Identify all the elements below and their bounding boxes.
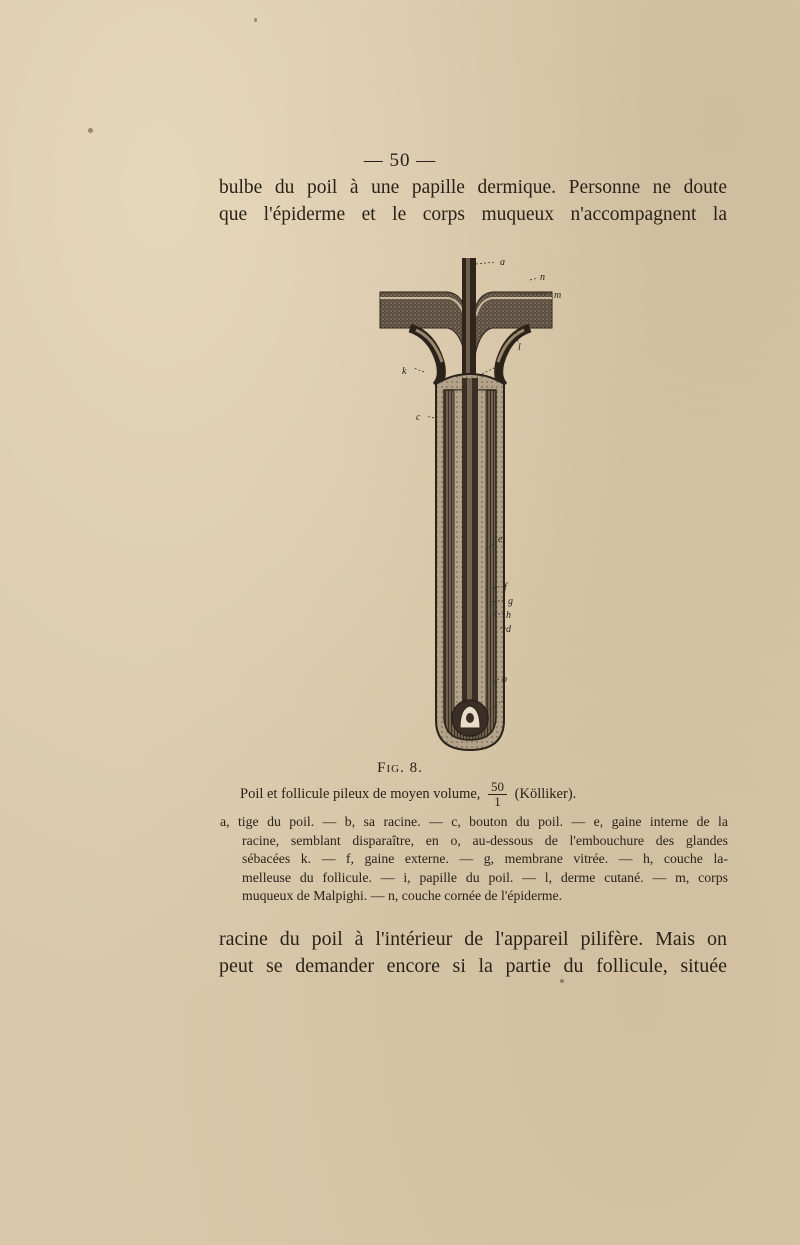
legend-line: sébacées k. — f, gaine externe. — g, membrane vitrée. — h, couche la- bbox=[242, 851, 728, 866]
hair-follicle-illustration bbox=[370, 250, 570, 760]
ink-speck bbox=[254, 18, 257, 22]
figure-letter-i: i bbox=[502, 694, 505, 705]
figure-letter-l: l bbox=[518, 342, 521, 353]
body-text-line: bulbe du poil à une papille dermique. Personne ne doute bbox=[219, 177, 727, 198]
figure-letter-n: n bbox=[540, 272, 545, 283]
figure-letter-f: f bbox=[504, 582, 507, 593]
figure-caption bbox=[240, 780, 760, 809]
magnification-denominator: 1 bbox=[494, 794, 501, 809]
figure-letter-a: a bbox=[500, 257, 505, 268]
figure-legend bbox=[220, 813, 728, 906]
legend-line: muqueux de Malpighi. — n, couche cornée de l'épiderme. bbox=[242, 888, 563, 903]
magnification-fraction bbox=[488, 780, 507, 809]
legend-line: a, tige du poil. — b, sa racine. — c, bouton du poil. — e, gaine interne de la bbox=[220, 814, 728, 829]
figure-letter-h: h bbox=[506, 610, 511, 621]
caption-source: (Kölliker). bbox=[514, 785, 577, 802]
figure-letter-g: g bbox=[508, 596, 513, 607]
figure-letter-e: e bbox=[498, 534, 503, 545]
body-text-line: racine du poil à l'intérieur de l'appareil pilifère. Mais on bbox=[219, 928, 727, 950]
figure-letter-o: o bbox=[502, 674, 507, 685]
figure-letter-b: b bbox=[496, 364, 501, 375]
figure-number: Fig. 8. bbox=[377, 760, 423, 776]
legend-line: melleuse du follicule. — i, papille du poil. — l, derme cutané. — m, corps bbox=[242, 869, 728, 885]
legend-line: racine, semblant disparaître, en o, au-dessous de l'embouchure des glandes bbox=[242, 832, 728, 848]
page-number: — 50 — bbox=[363, 150, 437, 171]
body-text-line: peut se demander encore si la partie du follicule, située bbox=[219, 955, 727, 977]
ink-speck bbox=[88, 128, 93, 133]
figure-letter-k: k bbox=[402, 366, 407, 377]
body-text-line: que l'épiderme et le corps muqueux n'accompagnent la bbox=[219, 204, 727, 225]
figure-letter-c: c bbox=[416, 412, 421, 423]
figure-letter-m: m bbox=[554, 290, 562, 301]
magnification-numerator: 50 bbox=[488, 780, 507, 795]
caption-text: Poil et follicule pileux de moyen volume, bbox=[240, 785, 481, 802]
figure-letter-d: d bbox=[506, 624, 511, 635]
